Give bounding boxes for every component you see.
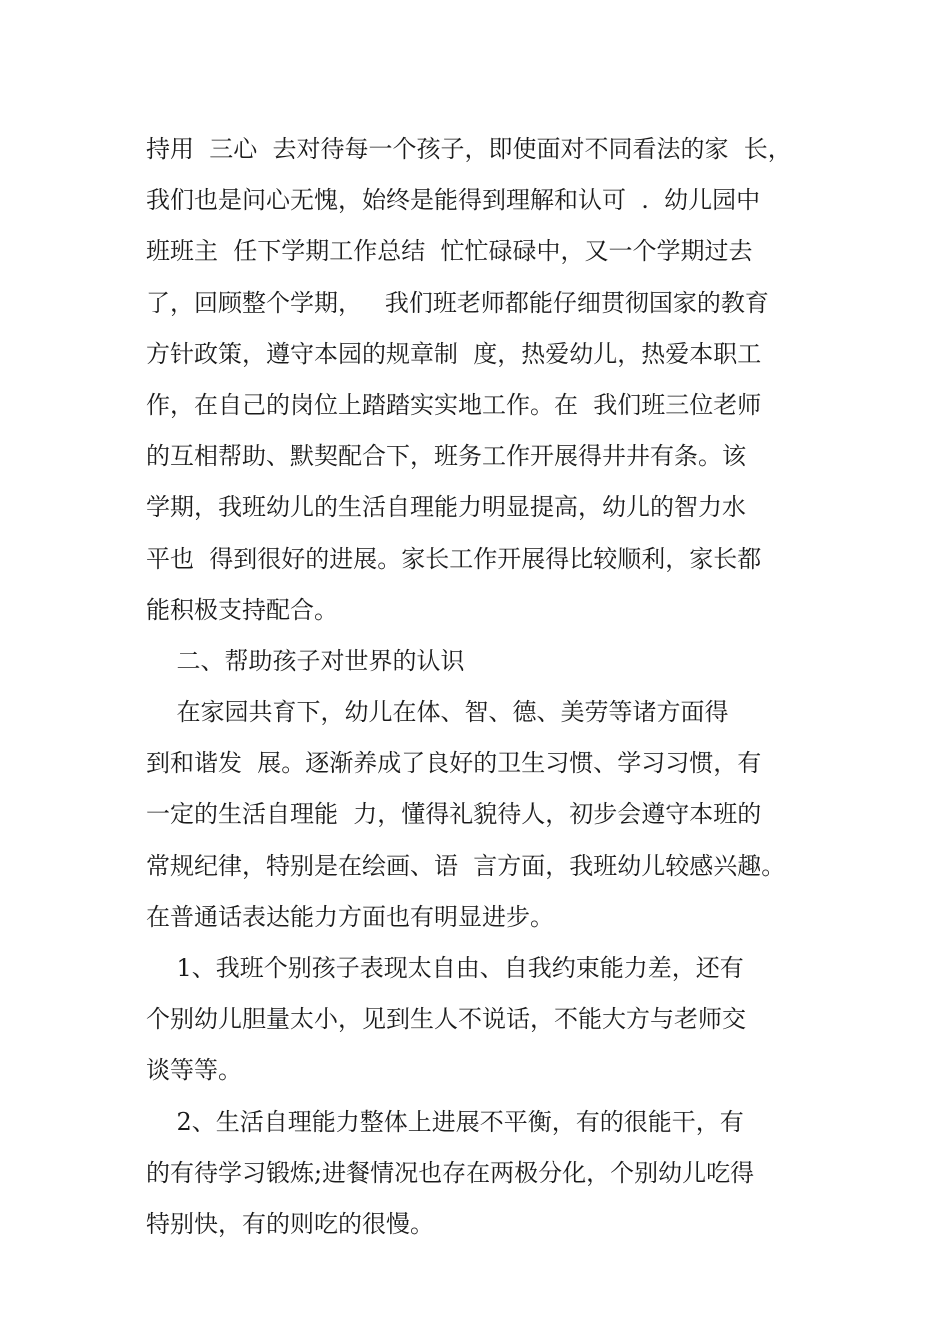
text-line: 谈等等。	[146, 1056, 242, 1085]
body-text	[146, 124, 846, 1250]
text-line: 方针政策，遵守本园的规章制 度，热爱幼儿，热爱本职工	[146, 339, 762, 368]
text-line: 2、生活自理能力整体上进展不平衡，有的很能干，有	[146, 1107, 744, 1136]
text-line: 1、我班个别孩子表现太自由、自我约束能力差，还有	[146, 954, 744, 982]
text-line: 个别幼儿胆量太小，见到生人不说话，不能大方与老师交	[146, 1005, 746, 1034]
text-line: 一定的生活自理能 力，懂得礼貌待人，初步会遵守本班的	[146, 800, 762, 829]
text-line: 特别快，有的则吃的很慢。	[146, 1209, 434, 1238]
text-line: 平也 得到很好的进展。家长工作开展得比较顺利，家长都	[146, 544, 762, 573]
text-line: 的有待学习锻炼;进餐情况也存在两极分化，个别幼儿吃得	[146, 1158, 755, 1187]
text-line: 在家园共育下，幼儿在体、智、德、美劳等诸方面得	[146, 698, 729, 727]
text-line: 学期，我班幼儿的生活自理能力明显提高，幼儿的智力水	[146, 493, 746, 522]
text-line: 了，回顾整个学期， 我们班老师都能仔细贯彻国家的教育	[146, 288, 769, 317]
text-line: 我们也是问心无愧，始终是能得到理解和认可 . 幼儿园中	[146, 186, 761, 215]
text-line: 到和谐发 展。逐渐养成了良好的卫生习惯、学习习惯，有	[146, 749, 762, 778]
text-line: 持用 三心 去对待每一个孩子，即使面对不同看法的家 长，	[146, 135, 792, 163]
section-heading: 二、帮助孩子对世界的认识	[146, 646, 465, 675]
text-line: 能积极支持配合。	[146, 595, 338, 624]
text-line: 常规纪律，特别是在绘画、语 言方面，我班幼儿较感兴趣。	[146, 851, 786, 880]
text-line: 作，在自己的岗位上踏踏实实地工作。在 我们班三位老师	[146, 390, 762, 419]
text-line: 的互相帮助、默契配合下，班务工作开展得井井有条。该	[146, 442, 746, 471]
text-line: 班班主 任下学期工作总结 忙忙碌碌中，又一个学期过去	[146, 237, 753, 266]
text-line: 在普通话表达能力方面也有明显进步。	[146, 902, 554, 931]
